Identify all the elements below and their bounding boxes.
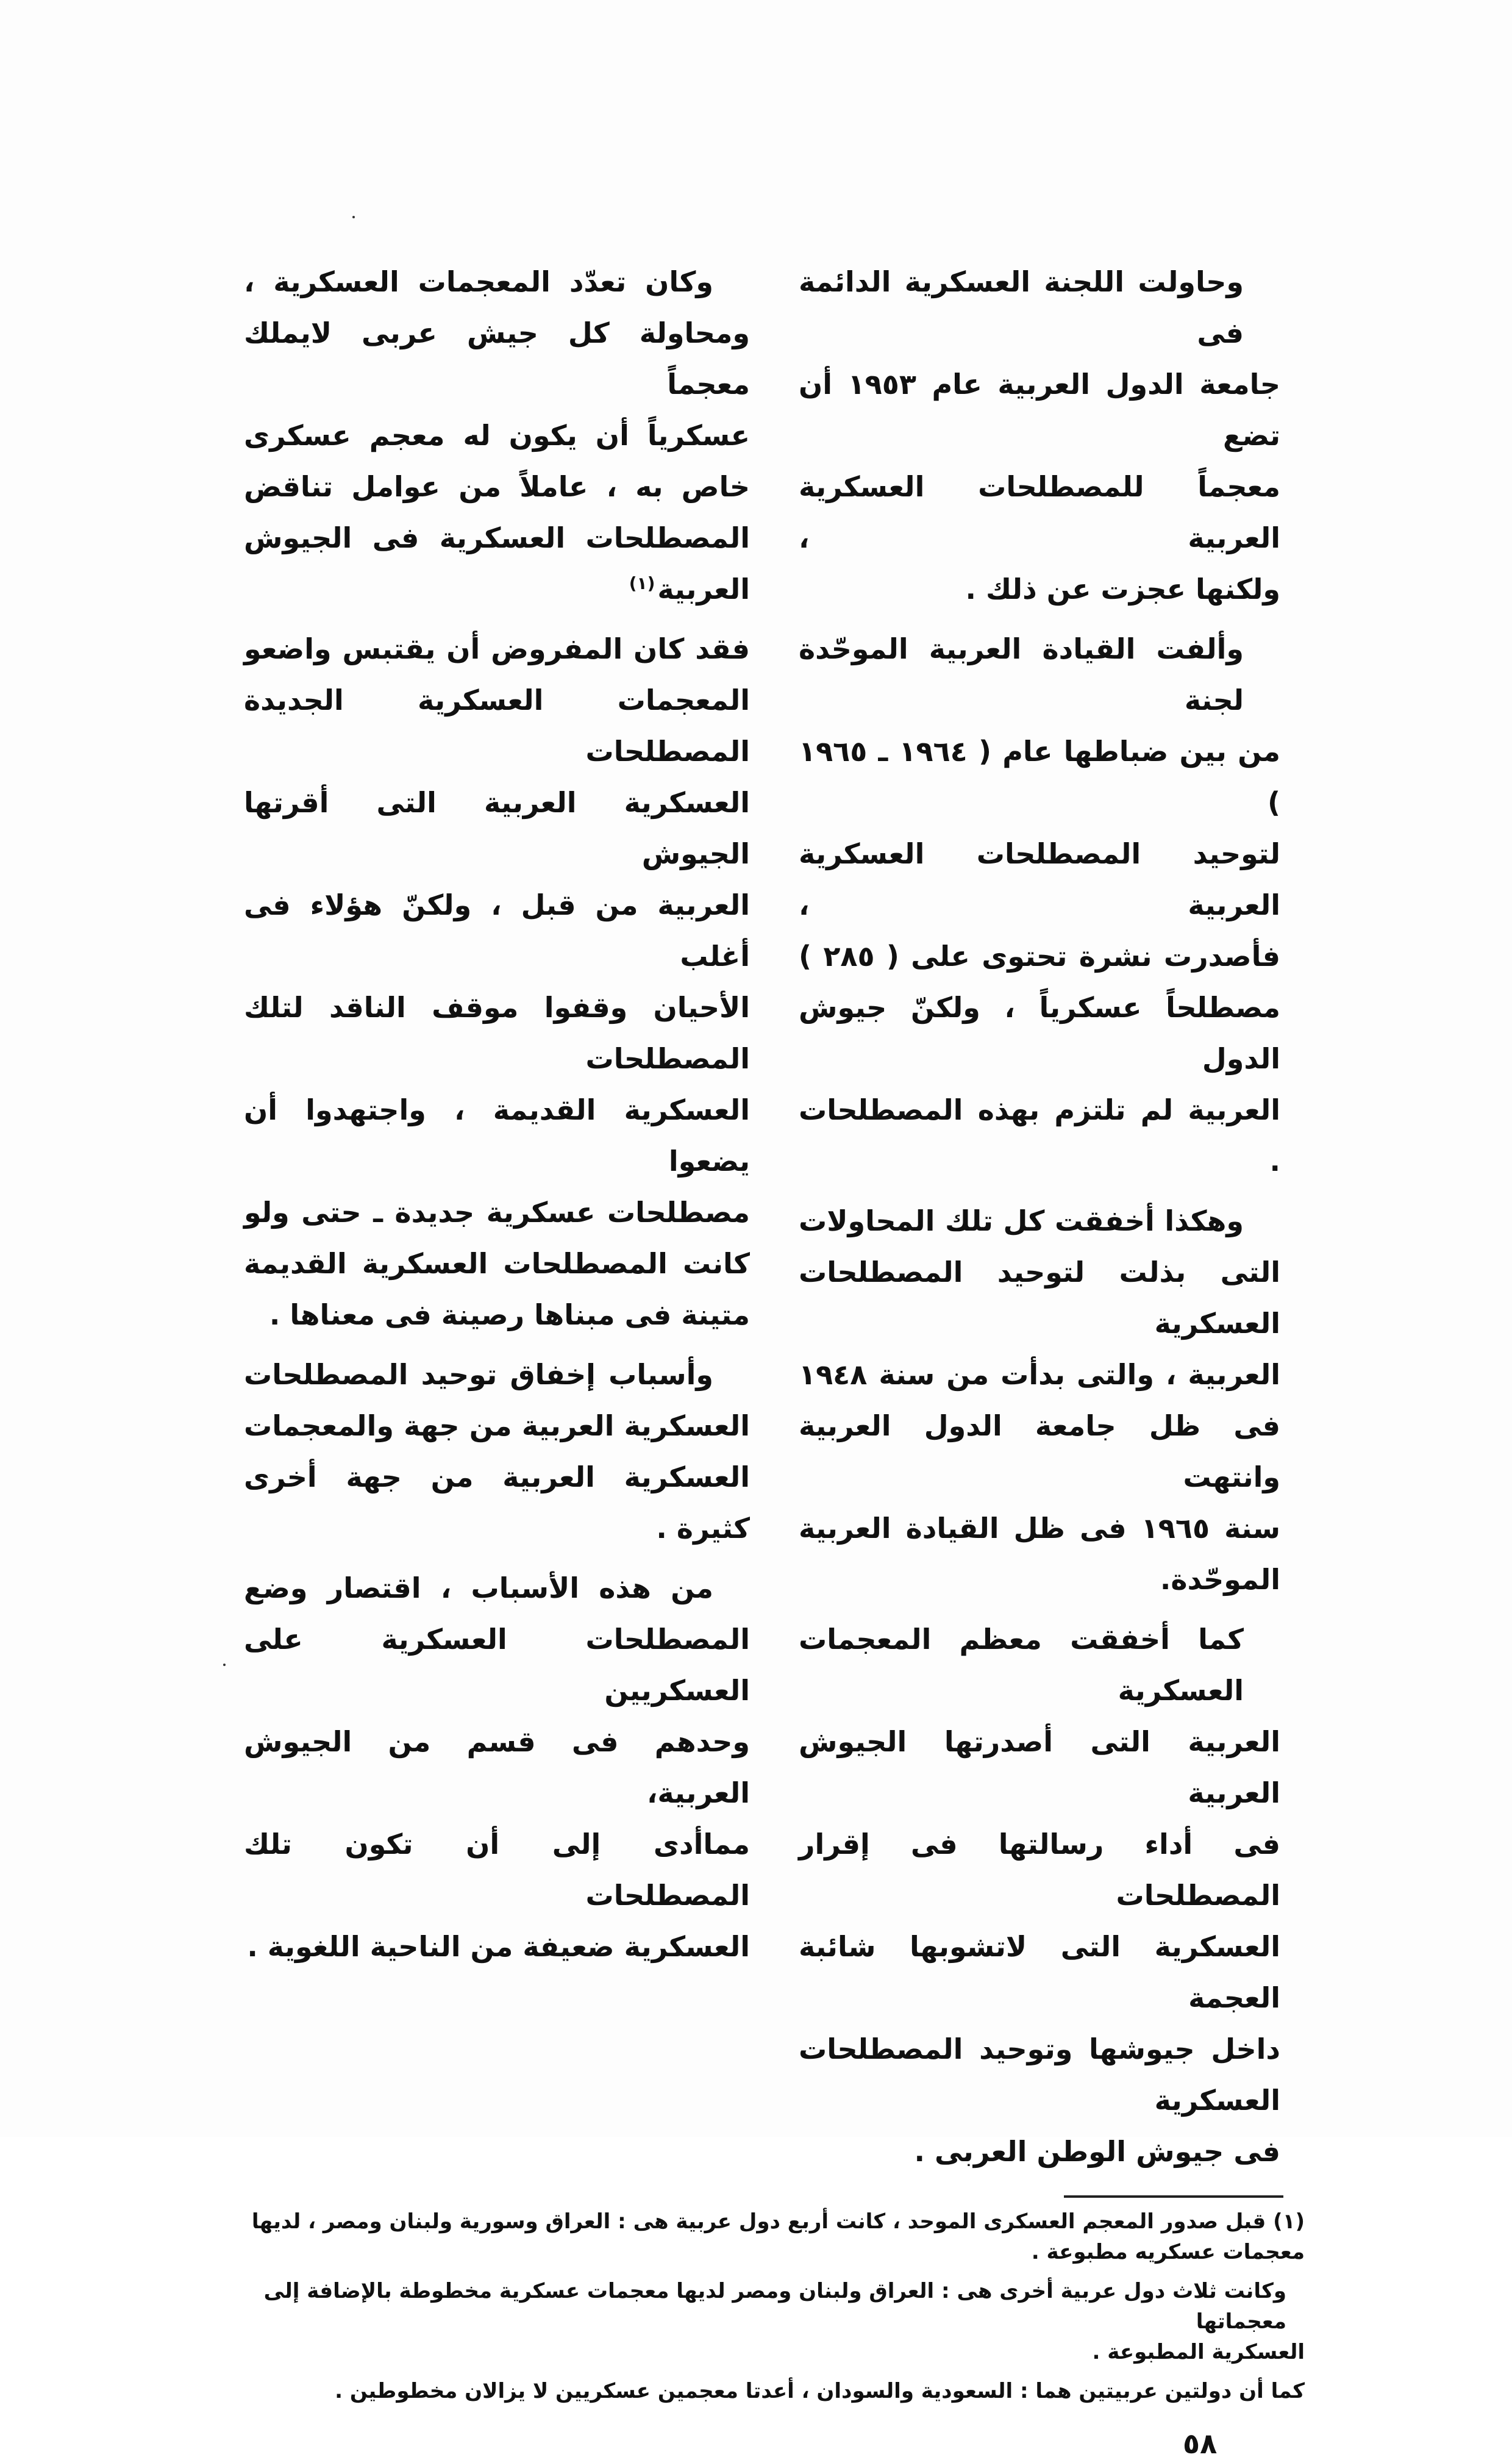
text-line: وهكذا أخفقت كل تلك المحاولات xyxy=(799,1204,1244,1237)
text-line xyxy=(244,512,750,615)
text-line: داخل جيوشها وتوحيد المصطلحات العسكرية xyxy=(799,2033,1280,2117)
paragraph xyxy=(244,1562,750,1972)
paragraph xyxy=(799,623,1280,1187)
paragraph xyxy=(244,1349,750,1554)
text-line: العربية من قبل ، ولكنّ هؤلاء فى أغلب xyxy=(244,889,750,973)
footnotes xyxy=(232,2206,1305,2415)
text-line: العسكرية ضعيفة من الناحية اللغوية . xyxy=(247,1930,750,1963)
paragraph xyxy=(799,256,1280,615)
text-line: العسكرية التى لاتشوبها شائبة العجمة xyxy=(799,1930,1280,2014)
footnote xyxy=(232,2206,1305,2267)
text-line: وكان تعدّد المعجمات العسكرية ، xyxy=(244,265,713,298)
footnote-line: العسكرية المطبوعة . xyxy=(1092,2340,1305,2364)
text-line-content: المصطلحات العسكرية فى الجيوش العربية xyxy=(244,521,750,606)
footnote-line: كما أن دولتين عربيتين هما : السعودية والسودان ، أعدتا معجمين عسكريين لا يزالان مخطوطين . xyxy=(335,2379,1305,2403)
text-line: عسكرياً أن يكون له معجم عسكرى xyxy=(244,419,750,452)
text-line: فأصدرت نشرة تحتوى على ( ٢٨٥ ) xyxy=(799,940,1280,973)
text-line: معجماً للمصطلحات العسكرية العربية ، xyxy=(799,470,1280,554)
footnote-line: (١) قبل صدور المعجم العسكرى الموحد ، كانت أربع دول عربية هى : العراق وسورية ولبنان ومصر ، لديها xyxy=(251,2209,1305,2234)
text-line: الأحيان وقفوا موقف الناقد لتلك المصطلحات xyxy=(244,991,750,1075)
text-line: العسكرية العربية من جهة والمعجمات xyxy=(244,1409,750,1442)
scan-speck xyxy=(223,1664,226,1666)
page-number: ٥٨ xyxy=(1183,2427,1218,2460)
paragraph xyxy=(799,1195,1280,1605)
text-line: لتوحيد المصطلحات العسكرية العربية ، xyxy=(799,837,1280,921)
footnote xyxy=(232,2376,1305,2406)
text-line: مصطلحاً عسكرياً ، ولكنّ جيوش الدول xyxy=(799,991,1280,1075)
text-line: ولكنها عجزت عن ذلك . xyxy=(965,573,1280,606)
text-line: جامعة الدول العربية عام ١٩٥٣ أن تضع xyxy=(799,368,1280,452)
scan-speck xyxy=(352,216,355,218)
footnote-separator xyxy=(1064,2195,1283,2198)
text-line: فقد كان المفروض أن يقتبس واضعو xyxy=(244,632,750,665)
text-line: التى بذلت لتوحيد المصطلحات العسكرية xyxy=(799,1256,1280,1340)
text-line: وألفت القيادة العربية الموحّدة لجنة xyxy=(799,632,1244,717)
paragraph xyxy=(799,1614,1280,2177)
footnote-line: معجمات عسكريه مطبوعة . xyxy=(1031,2240,1305,2264)
paragraph xyxy=(244,256,750,615)
text-line: من بين ضباطها عام ( ١٩٦٤ ـ ١٩٦٥ ) xyxy=(799,735,1280,819)
text-line: العسكرية العربية من جهة أخرى كثيرة . xyxy=(244,1461,750,1545)
text-line: مصطلحات عسكرية جديدة ـ حتى ولو xyxy=(244,1196,750,1229)
text-line: وأسباب إخفاق توحيد المصطلحات xyxy=(244,1358,713,1391)
text-line: كما أخفقت معظم المعجمات العسكرية xyxy=(799,1623,1244,1707)
left-column xyxy=(244,256,750,1981)
text-line: العربية ، والتى بدأت من سنة ١٩٤٨ xyxy=(799,1358,1280,1391)
text-line: فى جيوش الوطن العربى . xyxy=(914,2135,1280,2168)
text-line: العسكرية القديمة ، واجتهدوا أن يضعوا xyxy=(244,1093,750,1178)
footnote-reference[interactable]: (١) xyxy=(629,573,655,593)
footnote-line: وكانت ثلاث دول عربية أخرى هى : العراق ولبنان ومصر لديها معجمات عسكرية مخطوطة بالإضافة إلى معجماتها xyxy=(263,2279,1286,2334)
footnote xyxy=(232,2276,1305,2367)
text-line: وحاولت اللجنة العسكرية الدائمة فى xyxy=(799,265,1244,349)
text-line: متينة فى مبناها رصينة فى معناها . xyxy=(269,1298,750,1331)
text-line: العسكرية العربية التى أقرتها الجيوش xyxy=(244,786,750,870)
text-line: المعجمات العسكرية الجديدة المصطلحات xyxy=(244,684,750,768)
text-line: سنة ١٩٦٥ فى ظل القيادة العربية الموحّدة. xyxy=(799,1512,1280,1596)
text-line: كانت المصطلحات العسكرية القديمة xyxy=(244,1247,750,1280)
text-line: العربية لم تلتزم بهذه المصطلحات . xyxy=(799,1093,1280,1178)
text-line: ومحاولة كل جيش عربى لايملك معجماً xyxy=(244,316,750,401)
paragraph xyxy=(244,623,750,1340)
text-line: فى ظل جامعة الدول العربية وانتهت xyxy=(799,1409,1280,1493)
text-line: من هذه الأسباب ، اقتصار وضع xyxy=(244,1571,713,1604)
text-line: خاص به ، عاملاً من عوامل تناقض xyxy=(244,470,750,503)
text-line: المصطلحات العسكرية على العسكريين xyxy=(244,1623,750,1707)
right-column xyxy=(799,256,1280,2186)
text-line: مماأدى إلى أن تكون تلك المصطلحات xyxy=(244,1828,750,1912)
text-line: العربية التى أصدرتها الجيوش العربية xyxy=(799,1725,1280,1809)
text-line: فى أداء رسالتها فى إقرار المصطلحات xyxy=(799,1828,1280,1912)
text-line: وحدهم فى قسم من الجيوش العربية، xyxy=(244,1725,750,1809)
